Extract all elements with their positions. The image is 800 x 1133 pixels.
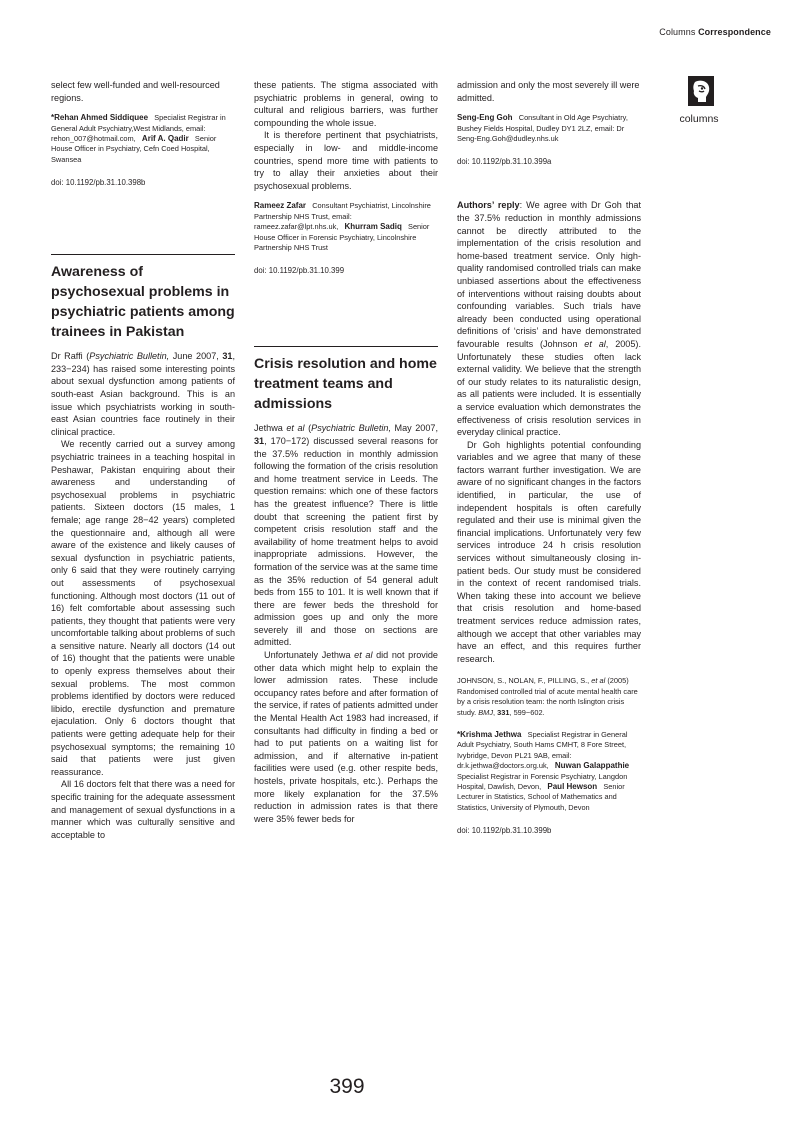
col2-paragraph-4 xyxy=(254,649,438,825)
col1-author-block xyxy=(51,113,235,165)
text-run: JOHNSON, S., NOLAN, F., PILLING, S., xyxy=(457,676,592,686)
text-run: et al xyxy=(354,650,373,661)
col1-doi: doi: 10.1192/pb.31.10.398b xyxy=(51,178,146,188)
author-affiliation: Senior Lecturer in Statistics, School of Mathematics and Statistics, University of Plymouth, Devon xyxy=(457,782,625,812)
author-affiliation: Specialist Registrar in General Adult Psychiatry, South Hams CMHT, 8 Fore Street, Ivybridge, Devon PL21 9AB, email: dr.k.jethwa@doctors.org.uk, xyxy=(457,730,628,771)
text-run: May 2007, xyxy=(391,423,439,434)
col2-paragraph-1: these patients. The stigma associated with psychiatric problems in general, owing to cultural and religious barriers, was further compounding the whole issue. xyxy=(254,80,438,128)
author-affiliation: Consultant Psychiatrist, Lincolnshire Partnership NHS Trust, email: rameez.zafar@lpt.nhs.uk, xyxy=(254,201,431,232)
column-2 xyxy=(254,79,438,825)
journal-name: BMJ xyxy=(478,707,494,717)
author-name: Seng-Eng Goh xyxy=(457,113,513,123)
col2-doi: doi: 10.1192/pb.31.10.399 xyxy=(254,266,345,276)
text-run: , 2005). Unfortunately these studies often lack external validity. We believe that the strength of our study relates to its naturalistic design, as all patients were included. It is essentially a service evaluation which demonstrates the effectiveness of crisis resolution services in everyday clinical practice. xyxy=(457,338,641,438)
col3-doi-2: doi: 10.1192/pb.31.10.399b xyxy=(457,826,552,836)
volume-number: 331 xyxy=(497,707,510,717)
author-name: Paul Hewson xyxy=(547,782,598,792)
text-run: et al xyxy=(584,338,606,349)
text-run: did not provide other data which might help to explain the lower admission rates. These include occupancy rates before and after formation of the service, if rates of patients admitted under the Mental Health Act 1983 had increased, if consultants had difficulty in finding a bed or had to put patients on a waiting list for admission, and if alternative in-patient facilities were used (e.g. other respite beds, hostels, private hospitals, etc.). Perhaps the more likely explanation for the 37.5% reduction in admission rates is that there were 35% fewer beds for xyxy=(254,650,438,824)
reference-johnson xyxy=(457,676,641,718)
journal-name: Psychiatric Bulletin, xyxy=(311,423,391,434)
text-run: ( xyxy=(304,423,312,434)
volume-number: 31 xyxy=(222,351,233,362)
col3-author-block-goh xyxy=(457,113,641,144)
text-run: Unfortunately Jethwa xyxy=(264,650,355,661)
text-run: , 233−234) has raised some interesting points about sexual dysfunction among patients of south-east Asian background. This is an issue which psychiatrists working in south-east Asian countries face routinely in their clinical practice. xyxy=(51,351,236,437)
col1-paragraph-3: All 16 doctors felt that there was a need for specific training for the adequate assessment and management of sexual dysfunctions in a manner which was culturally sensitive and acceptable to xyxy=(51,779,235,840)
text-run: (2005) Randomised controlled trial of acute mental health care by a crisis resolution team: the north Islington crisis study. xyxy=(457,676,638,717)
text-run: , 599−602. xyxy=(509,707,545,717)
journal-name: Psychiatric Bulletin, xyxy=(89,351,170,362)
author-affiliation: Specialist Registrar in General Adult Psychiatry,West Midlands, email: rehon_007@hotmail.com, xyxy=(51,113,226,143)
col3-author-block-jethwa xyxy=(457,730,641,813)
author-name: Arif A. Qadir xyxy=(141,134,189,143)
reply-label: Authors’ reply xyxy=(457,200,520,211)
header-subsection: Correspondence xyxy=(698,27,771,37)
author-name: *Rehan Ahmed Siddiquee xyxy=(51,113,149,123)
text-run: : We agree with Dr Goh that the 37.5% reduction in monthly admissions cannot be directly attributed to the implementation of the crisis resolution and home-based treatment service. Only high-quality randomised controlled trials can make unbiased assertions about the effectiveness of interventions without raising doubts about confounding variables. Such trials have already been conducted using operational definitions of ‘crisis’ and have demonstrated favourable results (Johnson xyxy=(457,200,641,349)
text-run: Dr Raffi ( xyxy=(51,351,90,362)
article-title-crisis-resolution: Crisis resolution and home treatment teams and admissions xyxy=(254,356,437,413)
header-section: Columns xyxy=(659,27,696,37)
page-number: 399 xyxy=(329,1075,365,1098)
column-1 xyxy=(51,79,235,841)
section-divider xyxy=(254,346,438,347)
author-name: Nuwan Galappathie xyxy=(554,761,630,771)
text-run: et al xyxy=(286,423,305,434)
author-name: *Krishma Jethwa xyxy=(457,730,522,739)
col1-paragraph-2: We recently carried out a survey among psychiatric trainees in a teaching hospital in Peshawar, Pakistan enquiring about their awareness and understanding of psychosexual problems in psychiatric patients. Sixteen doctors (15 males, 1 female; age range 28−42 years) completed the questionnaire and, although all were aware of the existence and likely causes of sexual dysfunction in psychiatric patients, only 6 said that they were routinely carrying out assessments of psychosexual functioning. Although most doctors (11 out of 16) felt comfortable about assessing such patients, they thought that patients were very uncomfortable talking about problems of such a sensitive nature. Nearly all doctors (14 out of 16) thought that the patients were unable to openly express themselves about their sexual problems. The most common problems identified by doctors were reduced libido, erectile dysfunction and premature ejaculation. Only 6 doctors thought that patients were getting adequate help for their psychosexual symptoms; the remaining 10 said that patients were just given reassurance. xyxy=(51,439,235,777)
col2-paragraph-2: It is therefore pertinent that psychiatrists, especially in low- and middle-income countries, spend more time with patients to try to allay their anxieties about their psychosexual problems. xyxy=(254,130,438,191)
text-run: June 2007, xyxy=(169,351,223,362)
section-divider xyxy=(51,254,235,255)
columns-head-icon xyxy=(688,76,714,106)
text-run: , xyxy=(493,707,498,717)
text-run: , 170−172) discussed several reasons for the 37.5% reduction in monthly admission following the formation of the crisis resolution and home treatment service in Leeds. The question remains: which one of these factors has the greatest influence? There is little doubt that screening the patient first by competent crisis resolution staff and the availability of home treatment helps to avoid inappropriate admissions. However, the formation of the service was at the same time as the 35% reduction of 54 general adult beds from 155 to 101. It is well known that if there are fewer beds the threshold for admission goes up and only the more severely ill and those on sections are admitted. xyxy=(254,435,438,648)
col3-doi-1: doi: 10.1192/pb.31.10.399a xyxy=(457,157,552,167)
col2-paragraph-3 xyxy=(254,422,438,649)
author-affiliation: Senior House Officer in Psychiatry, Cefn Coed Hospital, Swansea xyxy=(51,134,217,164)
text-run: Jethwa xyxy=(254,423,287,434)
author-affiliation: Specialist Registrar in Forensic Psychiatry, Langdon Hospital, Dawlish, Devon, xyxy=(457,771,628,792)
col3-paragraph-1: admission and only the most severely ill were admitted. xyxy=(457,80,640,103)
author-name: Khurram Sadiq xyxy=(344,222,402,232)
author-affiliation: Consultant in Old Age Psychiatry, Bushey Fields Hospital, Dudley DY1 2LZ, email: Dr Seng-Eng.Goh@dudley.nhs.uk xyxy=(457,113,628,143)
author-name: Rameez Zafar xyxy=(254,201,307,211)
col2-author-block xyxy=(254,201,438,253)
col3-paragraph-2: Dr Goh highlights potential confounding variables and we agree that many of these factors warrant further investigation. We are aware of no significant changes in the factors identified, in particular, the use of independent hospitals is often carefully regulated and their use is minimal given the financial implications. Unfortunately very few services introduce 24 h crisis resolution services without simultaneously closing in-patient beds. Our study must be considered in the context of recent randomised trials. When taking these into account we believe that crisis resolution and home-based treatment services reduce admission rates, although we accept that other variables may have an effect, and this requires further research. xyxy=(457,439,641,664)
columns-label: columns xyxy=(679,113,719,125)
author-affiliation: Senior House Officer in Forensic Psychiatry, Lincolnshire Partnership NHS Trust xyxy=(254,222,430,252)
col1-paragraph-1 xyxy=(51,350,235,438)
running-header xyxy=(659,27,771,37)
text-run: et al xyxy=(591,676,606,686)
authors-reply-paragraph xyxy=(457,199,641,438)
col1-lead-paragraph: select few well-funded and well-resourced regions. xyxy=(51,80,220,103)
column-3 xyxy=(457,79,641,835)
article-title-psychosexual: Awareness of psychosexual problems in psychiatric patients among trainees in Pakistan xyxy=(51,264,235,341)
volume-number: 31 xyxy=(254,435,265,446)
